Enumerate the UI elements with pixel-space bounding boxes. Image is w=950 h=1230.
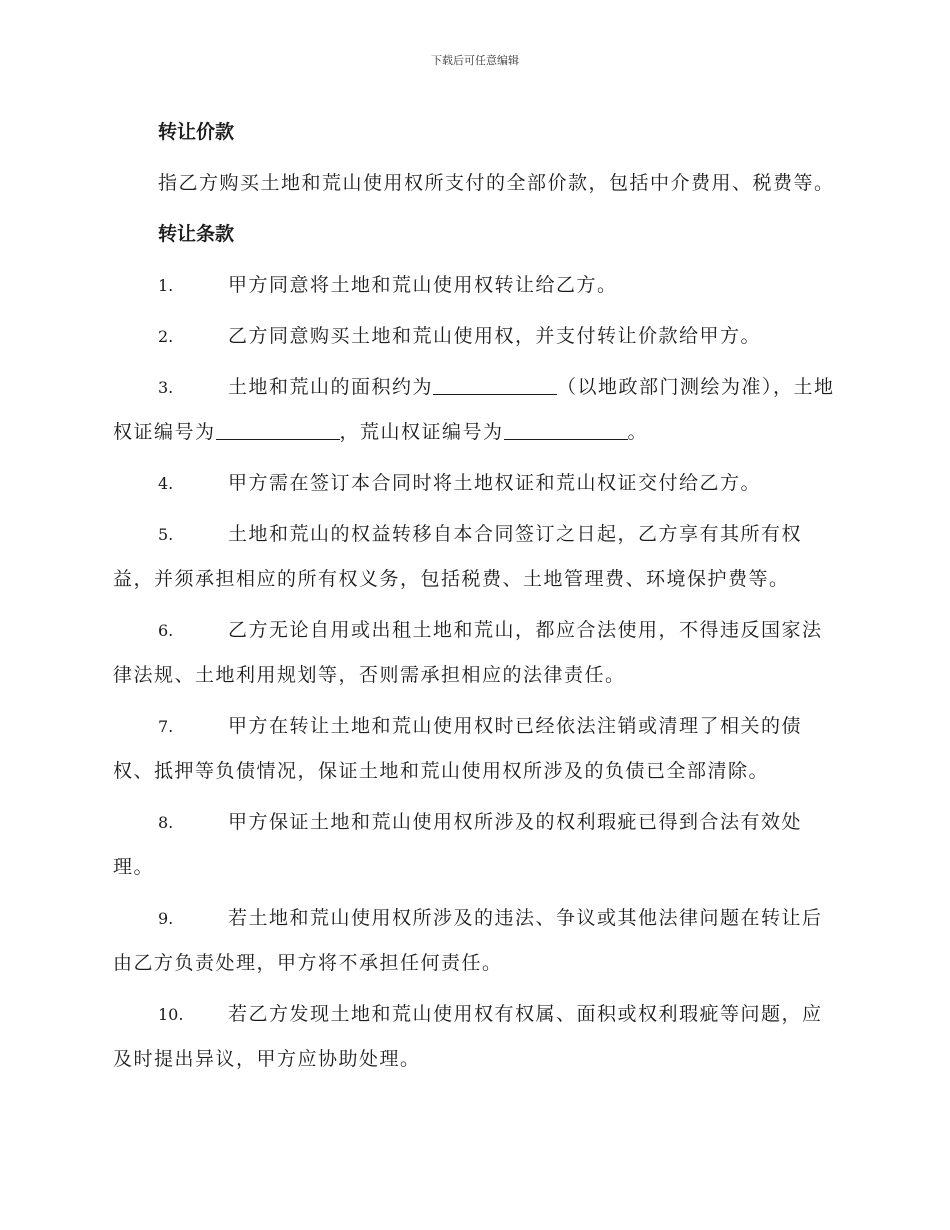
term-number: 4. — [158, 474, 174, 493]
term-item-4 — [113, 461, 835, 506]
term-item-2 — [113, 314, 835, 359]
term-text: 甲方同意将土地和荒山使用权转让给乙方。 — [228, 274, 618, 296]
price-paragraph: 指乙方购买土地和荒山使用权所支付的全部价款，包括中介费用、税费等。 — [158, 172, 835, 194]
term-number: 3. — [158, 378, 174, 397]
page-header: 下载后可任意编辑 — [431, 54, 519, 67]
term-item-6 — [113, 608, 835, 698]
term-number: 9. — [158, 909, 174, 928]
term-number: 10. — [158, 1005, 184, 1024]
term-number: 7. — [158, 717, 174, 736]
term-text: （以地政部门测绘为准），土地权证编号为 — [113, 376, 835, 443]
land-certificate-blank-field[interactable] — [216, 420, 340, 440]
term-text: 。 — [627, 421, 649, 443]
term-item-5 — [113, 512, 835, 602]
term-number: 2. — [158, 327, 174, 346]
term-text: 乙方同意购买土地和荒山使用权，并支付转让价款给甲方。 — [228, 325, 762, 347]
term-text: 甲方在转让土地和荒山使用权时已经依法注销或清理了相关的债权、抵押等负债情况，保证土地和荒山使用权所涉及的负债已全部清除。 — [113, 715, 803, 782]
term-text: 土地和荒山的面积约为 — [228, 376, 434, 398]
term-text: 甲方保证土地和荒山使用权所涉及的权利瑕疵已得到合法有效处理。 — [113, 811, 803, 878]
term-text: ，荒山权证编号为 — [339, 421, 504, 443]
term-item-1 — [113, 263, 835, 308]
term-number: 8. — [158, 813, 174, 832]
term-item-10 — [113, 992, 835, 1082]
term-text: 土地和荒山的权益转移自本合同签订之日起，乙方享有其所有权益，并须承担相应的所有权义务，包括税费、土地管理费、环境保护费等。 — [113, 523, 803, 590]
hill-certificate-blank-field[interactable] — [504, 420, 628, 440]
term-text: 若乙方发现土地和荒山使用权有权属、面积或权利瑕疵等问题，应及时提出异议，甲方应协助处理。 — [113, 1003, 823, 1070]
term-number: 1. — [158, 276, 174, 295]
term-item-8 — [113, 800, 835, 890]
term-item-7 — [113, 704, 835, 794]
document-body — [113, 110, 835, 1088]
term-number: 5. — [158, 525, 174, 544]
area-blank-field[interactable] — [433, 375, 557, 395]
term-item-9 — [113, 896, 835, 986]
terms-heading: 转让条款 — [158, 223, 235, 245]
term-text: 甲方需在签订本合同时将土地权证和荒山权证交付给乙方。 — [228, 472, 762, 494]
term-text: 若土地和荒山使用权所涉及的违法、争议或其他法律问题在转让后由乙方负责处理，甲方将不承担任何责任。 — [113, 907, 823, 974]
term-text: 乙方无论自用或出租土地和荒山，都应合法使用，不得违反国家法律法规、土地利用规划等，否则需承担相应的法律责任。 — [113, 619, 823, 686]
term-number: 6. — [158, 621, 174, 640]
term-item-3 — [113, 365, 835, 455]
price-heading: 转让价款 — [158, 121, 235, 143]
